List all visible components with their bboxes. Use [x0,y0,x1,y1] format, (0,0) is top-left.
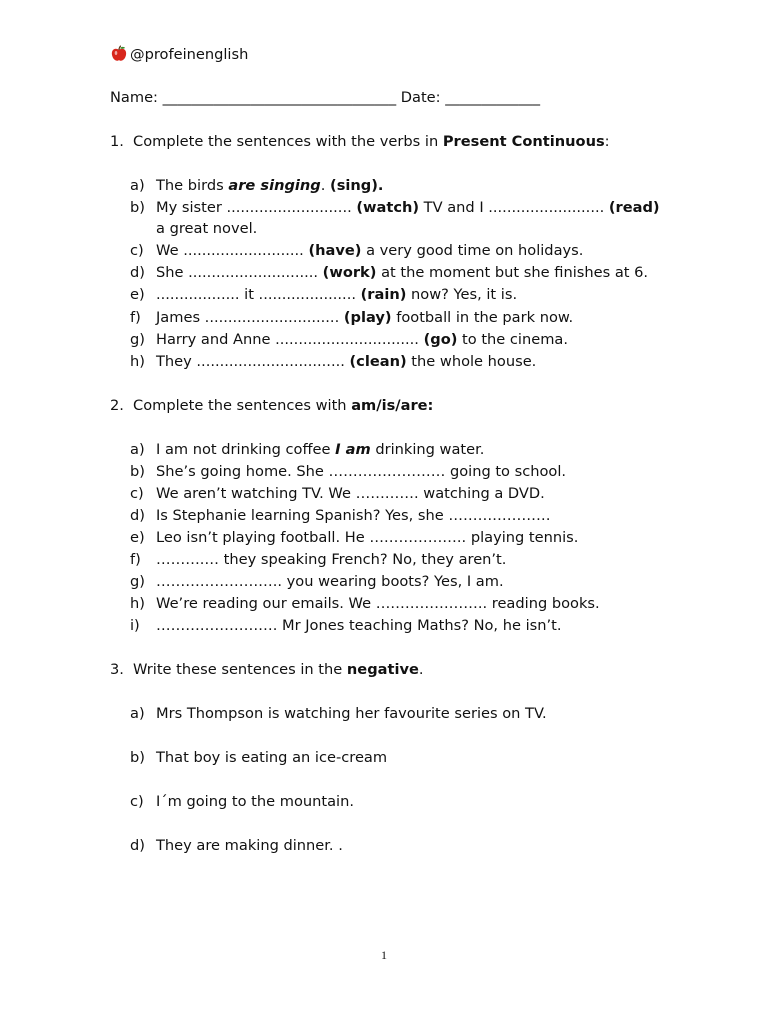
q2-item-i [130,617,561,634]
item-text: I am not drinking coffee [156,441,336,458]
q1-title-text: Complete the sentences with the verbs in [133,133,443,150]
q3-item-d [130,837,343,854]
item-verb: (have) [308,242,362,259]
q3-title [110,661,424,678]
item-text: We .......................... [156,242,309,259]
page-number: 1 [381,948,387,962]
item-text: . [377,177,384,194]
q3-title-bold: negative [346,661,419,678]
item-text: Mrs Thompson is watching her favourite series on TV. [156,705,547,722]
apple-icon [110,45,128,63]
item-text: We’re reading our emails. We ………………….. reading books. [156,595,600,612]
q3-item-a [130,705,547,722]
q3-item-b [130,749,387,766]
item-verb: (rain) [360,286,407,303]
item-verb: (watch) [356,199,420,216]
q2-item-a [130,441,484,458]
item-label: c) [130,793,144,810]
item-text: Is Stephanie learning Spanish? Yes, she ………………… [156,507,551,524]
item-label: c) [130,485,144,502]
q3-number: 3. [110,661,124,678]
item-text: I´m going to the mountain. [156,793,354,810]
q1-item-a [130,177,383,194]
item-label: a) [130,177,145,194]
q1-item-d [130,264,648,281]
item-verb: (go) [423,331,458,348]
item-label: c) [130,242,144,259]
item-text: a very good time on holidays. [361,242,584,259]
item-text: They ................................ [156,353,350,370]
date-label: Date: [400,89,441,106]
q2-title-bold: am/is/are: [351,397,434,414]
item-label: d) [130,837,145,854]
q2-number: 2. [110,397,124,414]
q2-item-h [130,595,600,612]
q2-title [110,397,433,414]
item-text: That boy is eating an ice-cream [156,749,388,766]
item-label: f) [130,309,141,326]
q1-title-end: : [604,133,610,150]
item-label: f) [130,551,141,568]
q2-item-d [130,507,551,524]
q2-title-text: Complete the sentences with [133,397,352,414]
name-blank: ________________________________ [162,89,397,106]
q2-item-e [130,529,578,546]
item-text: football in the park now. [391,309,574,326]
date-blank: _____________ [445,89,541,106]
item-text: ……………………. Mr Jones teaching Maths? No, he isn’t. [156,617,562,634]
item-label: a) [130,705,145,722]
q2-item-c [130,485,545,502]
item-label: d) [130,264,145,281]
item-verb: (work) [322,264,377,281]
item-label: b) [130,749,145,766]
q3-title-text: Write these sentences in the [133,661,347,678]
item-label: b) [130,199,145,216]
item-text: TV and I ......................... [419,199,609,216]
item-text: ……….… they speaking French? No, they aren’t. [156,551,507,568]
item-text: James ............................. [156,309,344,326]
item-text: They are making dinner. . [156,837,343,854]
item-text: . [320,177,331,194]
item-label: e) [130,529,145,546]
item-verb: (read) [608,199,660,216]
item-text: to the cinema. [457,331,569,348]
q1-number: 1. [110,133,124,150]
item-text: The birds [156,177,229,194]
item-text: She’s going home. She …………………… going to school. [156,463,567,480]
item-label: b) [130,463,145,480]
q1-item-b [130,199,660,216]
q1-item-c [130,242,583,259]
author-handle: @profeinenglish [130,45,249,63]
item-text: Harry and Anne ............................... [156,331,424,348]
item-text: the whole house. [406,353,537,370]
q3-title-end: . [418,661,424,678]
item-text: She ............................ [156,264,323,281]
q1-title [110,133,610,150]
item-label: e) [130,286,145,303]
item-text: …………………….. you wearing boots? Yes, I am. [156,573,504,590]
item-text: at the moment but she finishes at 6. [376,264,649,281]
name-label: Name: [110,89,158,106]
q3-item-c [130,793,354,810]
item-label: h) [130,595,145,612]
item-text: My sister ........................... [156,199,357,216]
item-text: Leo isn’t playing football. He ……………….. playing tennis. [156,529,579,546]
name-date-row [110,89,540,106]
item-text: .................. it ..................... [156,286,361,303]
item-answer: I am [335,441,371,458]
item-label: g) [130,331,145,348]
q1-item-g [130,331,568,348]
q1-item-f [130,309,573,326]
item-text: now? Yes, it is. [406,286,518,303]
item-label: a) [130,441,145,458]
q1-item-e [130,286,517,303]
item-label: i) [130,617,140,634]
item-text: drinking water. [370,441,485,458]
q2-item-g [130,573,504,590]
q1-title-bold: Present Continuous [442,133,605,150]
q2-item-b [130,463,566,480]
item-verb: (clean) [349,353,407,370]
item-label: d) [130,507,145,524]
q2-item-f [130,551,506,568]
item-label: g) [130,573,145,590]
item-verb: (play) [343,309,392,326]
item-label: h) [130,353,145,370]
item-answer: are singing [228,177,321,194]
header [110,45,248,63]
q1-item-b-continued: a great novel. [156,220,258,237]
item-verb: (sing) [330,177,378,194]
q1-item-h [130,353,536,370]
item-text: We aren’t watching TV. We …………. watching a DVD. [156,485,545,502]
